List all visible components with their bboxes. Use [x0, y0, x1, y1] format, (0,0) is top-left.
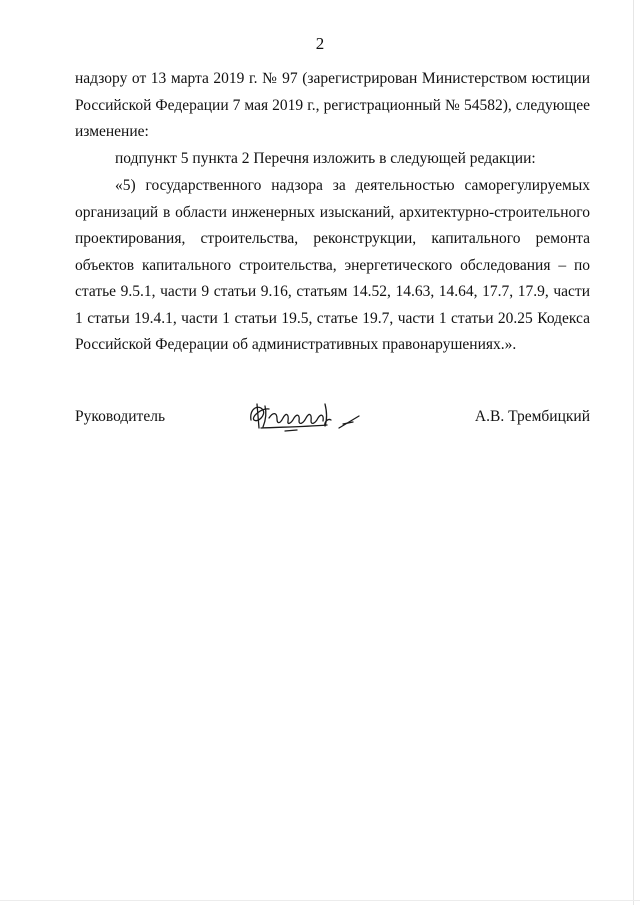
scan-edge-line — [633, 0, 634, 905]
paragraph-new-wording: «5) государственного надзора за деятельностью саморегулируемых организаций в области инженерных изысканий, архитектурно-строительного проектирования, строительства, реконструкции, капитального ремонта объектов капитального строительства, энергетического обследования – по статье 9.5.1, части 9 статьи 9.16, статьям 14.52, 14.63, 14.64, 17.7, 17.9, части 1 статьи 19.4.1, части 1 статьи 19.5, статье 19.7, части 1 статьи 20.25 Кодекса Российской Федерации об административных правонарушениях.». — [75, 177, 590, 353]
document-body-quote — [75, 173, 590, 359]
handwritten-signature — [241, 394, 371, 444]
signature-block — [75, 400, 590, 450]
page-number: 2 — [315, 34, 325, 53]
scan-edge-line-bottom — [0, 900, 640, 901]
paragraph-amendment-intro: надзору от 13 марта 2019 г. № 97 (зарегистрирован Министерством юстиции Российской Федерации 7 мая 2019 г., регистрационный № 54582), следующее изменение: — [75, 70, 590, 140]
signatory-title: Руководитель — [75, 408, 166, 425]
document-body-instruction — [75, 146, 590, 173]
paragraph-instruction: подпункт 5 пункта 2 Перечня изложить в следующей редакции: — [115, 150, 536, 167]
signatory-name: А.В. Трембицкий — [474, 408, 590, 425]
document-body — [75, 66, 590, 146]
